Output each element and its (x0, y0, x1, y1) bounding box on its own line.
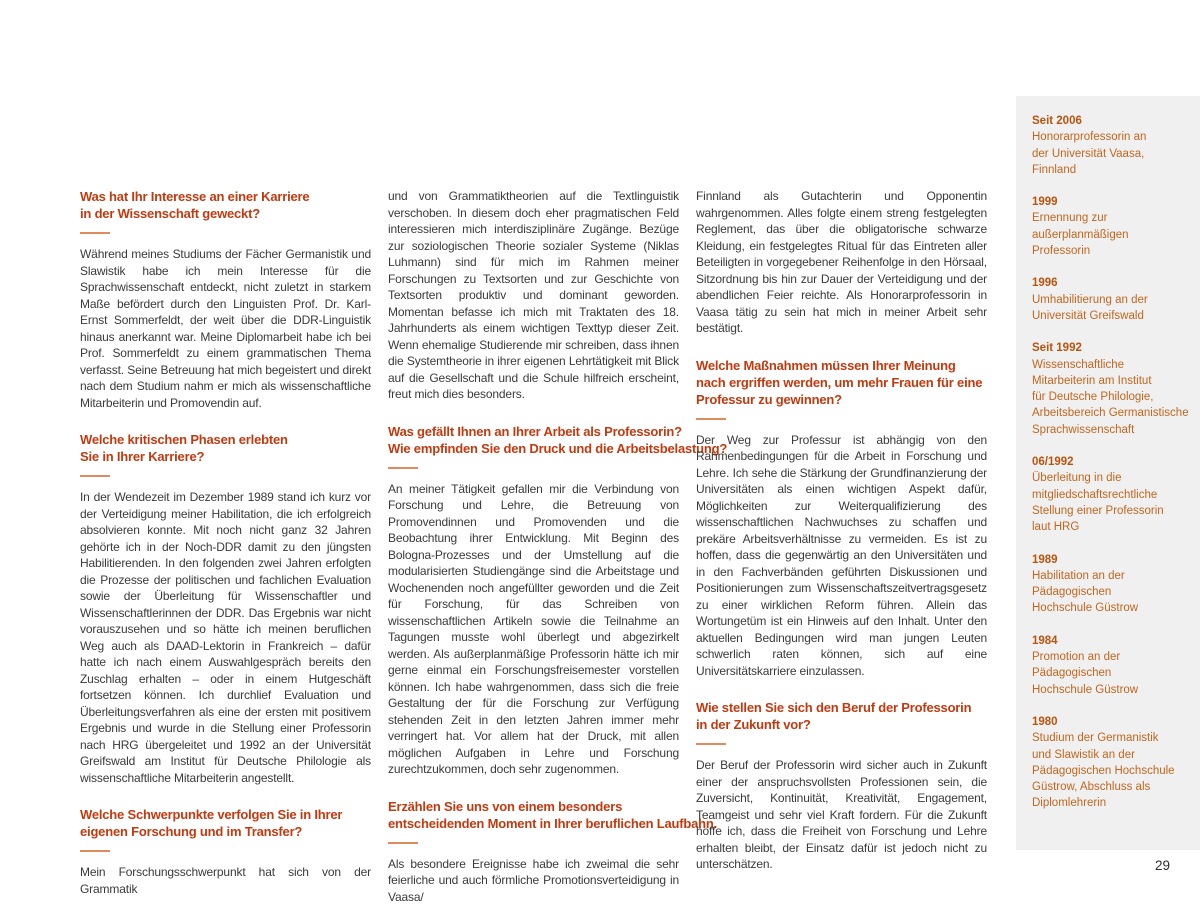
timeline-year: 1984 (1032, 633, 1192, 649)
timeline-text-line: außerplanmäßigen (1032, 227, 1192, 243)
timeline-year: Seit 1992 (1032, 340, 1192, 356)
question-line: Was gefällt Ihnen an Ihrer Arbeit als Professorin? (388, 423, 679, 440)
timeline-entry (1032, 454, 1192, 535)
question-line: eigenen Forschung und im Transfer? (80, 823, 371, 840)
interview-question (80, 806, 371, 840)
interview-question (696, 357, 987, 408)
question-line: nach ergriffen werden, um mehr Frauen für eine (696, 374, 987, 391)
answer-paragraph: Der Weg zur Professur ist abhängig von den Rahmenbedingungen für die Arbeit in Forschung und Lehre. Ich sehe die Stärkung der Grundfinanzierung der Universitäten als einen wichtigen Aspekt dafür, Möglichkeiten zur Weiterqualifizierung des wissenschaftlichen Nachwuchses zu schaffen und prekäre Arbeitsverhältnisse zu vermeiden. Es ist zu hoffen, dass die gegenwärtig an den Universitäten und in den Fachverbänden geführten Diskussionen und Positionierungen zum Wissenschaftszeitvertragsgesetz zu einer wirklichen Reform führen. Allein das Wortungetüm ist ein Hinweis auf den Inhalt. Unter den aktuellen Bedingungen wird man jungen Leuten schwerlich raten können, sich auf eine Universitätskarriere einzulassen. (696, 432, 987, 680)
timeline-entry (1032, 275, 1192, 324)
timeline-year: 1999 (1032, 194, 1192, 210)
answer-paragraph: In der Wendezeit im Dezember 1989 stand ich kurz vor der Verteidigung meiner Habilitation, die ich erfolgreich absolvieren konnte. Mit noch nicht ganz 32 Jahren gehörte ich in der Noch-DDR damit zu den jüngsten Habilitierenden. In den folgenden zwei Jahren erfolgten die Prozesse der politischen und fachlichen Evaluation sowie der Überleitung für Wissenschaftler und Wissenschaftlerinnen der DDR. Das Ergebnis war nicht vorauszusehen und so hätte ich meinen beruflichen Weg auch als DAAD-Lektorin in Frankreich – dafür hatte ich nach einem Auswahlgespräch bereits den Zuschlag erhalten – oder in einem Hutgeschäft fortsetzen können. Ich durchlief Evaluation und Überleitungsverfahren als eine der ersten mit positivem Ergebnis und wurde in die Stellung einer Professorin nach HRG übergeleitet und 1992 an der Universität Greifswald am Institut für Deutsche Philologie als wissenschaftliche Mitarbeiterin angestellt. (80, 489, 371, 786)
question-divider (388, 467, 418, 469)
timeline-text-line: Sprachwissenschaft (1032, 422, 1192, 438)
question-line: Welche Schwerpunkte verfolgen Sie in Ihrer (80, 806, 371, 823)
timeline-text-line: Hochschule Güstrow (1032, 682, 1192, 698)
timeline-entry (1032, 552, 1192, 617)
question-divider (388, 842, 418, 844)
page-number: 29 (1136, 858, 1170, 873)
interview-question (80, 188, 371, 222)
timeline-text-line: für Deutsche Philologie, (1032, 389, 1192, 405)
question-line: Welche Maßnahmen müssen Ihrer Meinung (696, 357, 987, 374)
timeline-year: 1989 (1032, 552, 1192, 568)
timeline-entry (1032, 340, 1192, 438)
answer-paragraph: Der Beruf der Professorin wird sicher auch in Zukunft einer der anspruchsvollsten Professionen sein, die Zuversicht, Kontinuität, Kreativität, Engagement, Teamgeist und sehr viel Kraft fordern. Für die Zukunft hoffe ich, dass die Freiheit von Forschung und Lehre erhalten bleibt, der Einsatz dafür ist jedoch nicht zu unterschätzen. (696, 757, 987, 873)
question-divider (80, 475, 110, 477)
answer-paragraph: Als besondere Ereignisse habe ich zweimal die sehr feierliche und auch förmliche Promotionsverteidigung in Vaasa/ (388, 856, 679, 905)
question-divider (80, 232, 110, 234)
timeline-text-line: Universität Greifswald (1032, 308, 1192, 324)
timeline-text-line: Hochschule Güstrow (1032, 600, 1192, 616)
timeline-text-line: Umhabilitierung an der (1032, 292, 1192, 308)
timeline-text-line: Arbeitsbereich Germanistische (1032, 405, 1192, 421)
text-column-3 (696, 188, 987, 873)
timeline-text-line: Güstrow, Abschluss als (1032, 779, 1192, 795)
cv-timeline-sidebar (1016, 96, 1200, 850)
question-line: in der Wissenschaft geweckt? (80, 205, 371, 222)
timeline-year: 1996 (1032, 275, 1192, 291)
question-line: Erzählen Sie uns von einem besonders (388, 798, 679, 815)
text-column-1 (80, 188, 371, 897)
question-line: Wie stellen Sie sich den Beruf der Professorin (696, 699, 987, 716)
timeline-text-line: Honorarprofessorin an (1032, 129, 1192, 145)
question-line: in der Zukunft vor? (696, 716, 987, 733)
timeline-text-line: Mitarbeiterin am Institut (1032, 373, 1192, 389)
timeline-year: Seit 2006 (1032, 113, 1192, 129)
timeline-text-line: Überleitung in die (1032, 470, 1192, 486)
timeline-text-line: Professorin (1032, 243, 1192, 259)
answer-paragraph: Während meines Studiums der Fächer Germanistik und Slawistik habe ich mein Interesse für die Sprachwissenschaft entdeckt, nicht zuletzt in starkem Maße befördert durch den Linguisten Prof. Dr. Karl-Ernst Sommerfeldt, der weit über die DDR-Linguistik hinaus anerkannt war. Meine Diplomarbeit habe ich bei Prof. Sommerfeldt zu einem grammatischen Thema verfasst. Seine Betreuung hat mich begeistert und direkt nach dem Studium nahm er mich als wissenschaftliche Mitarbeiterin und Promovendin auf. (80, 246, 371, 411)
timeline-text-line: Promotion an der (1032, 649, 1192, 665)
timeline-text-line: Finnland (1032, 162, 1192, 178)
answer-paragraph: und von Grammatiktheorien auf die Textlinguistik verschoben. In diesem doch eher pragmatischen Feld interessieren mich interdisziplinäre Zugänge. Bezüge zur soziologischen Theorie sozialer Systeme (Niklas Luhmann) sind für mich im Rahmen meiner Forschungen zu Textsorten und zur Geschichte von Textsorten produktiv und dominant geworden. Momentan befasse ich mich mit Traktaten des 18. Jahrhunderts als einem wichtigen Texttyp dieser Zeit. Wenn ehemalige Studierende mir schreiben, dass ihnen die Systemtheorie in ihrer eigenen Lehrtätigkeit mit Blick auf die Gesellschaft und die Schule hilfreich erscheint, freut mich dies besonders. (388, 188, 679, 403)
question-line: Professur zu gewinnen? (696, 391, 987, 408)
interview-question (80, 431, 371, 465)
answer-paragraph: Mein Forschungsschwerpunkt hat sich von der Grammatik (80, 864, 371, 897)
timeline-text-line: mitgliedschaftsrechtliche (1032, 487, 1192, 503)
answer-paragraph: An meiner Tätigkeit gefallen mir die Verbindung von Forschung und Lehre, die Betreuung von Promovendinnen und Promovenden und die Beobachtung ihrer Entwicklung. Mit Beginn des Bologna-Prozesses und der Umstellung auf die modularisierten Studiengänge sind die Arbeitstage und Wochenenden noch angefüllter geworden und die Zeit für Forschung, für das Schreiben von wissenschaftlichen Artikeln sowie die Teilnahme an Tagungen musste wohl überlegt und abgezirkelt werden. Als außerplanmäßige Professorin hätte ich mir gerne einmal ein Forschungsfreisemester vorstellen können. Ich habe wahrgenommen, dass sich die freie Gestaltung der für die Forschung zur Verfügung stehenden Zeit in den letzten Jahren immer mehr verringert hat. Vor allem hat der Druck, mit allen möglichen Aufgaben in Lehre und Forschung zurechtzukommen, doch sehr zugenommen. (388, 481, 679, 778)
timeline-text-line: Habilitation an der (1032, 568, 1192, 584)
timeline-entry (1032, 714, 1192, 812)
timeline-text-line: Ernennung zur (1032, 210, 1192, 226)
timeline-text-line: und Slawistik an der (1032, 747, 1192, 763)
timeline-text-line: Pädagogischen Hochschule (1032, 763, 1192, 779)
timeline-text-line: Stellung einer Professorin (1032, 503, 1192, 519)
interview-question (388, 798, 679, 832)
timeline-text-line: der Universität Vaasa, (1032, 146, 1192, 162)
question-line: Wie empfinden Sie den Druck und die Arbeitsbelastung? (388, 440, 679, 457)
timeline-year: 06/1992 (1032, 454, 1192, 470)
interview-question (388, 423, 679, 457)
timeline-text-line: Wissenschaftliche (1032, 357, 1192, 373)
question-divider (80, 850, 110, 852)
timeline-text-line: Studium der Germanistik (1032, 730, 1192, 746)
timeline-text-line: Pädagogischen (1032, 584, 1192, 600)
question-line: entscheidenden Moment in Ihrer beruflichen Laufbahn. (388, 815, 679, 832)
timeline-entry (1032, 194, 1192, 259)
question-line: Sie in Ihrer Karriere? (80, 448, 371, 465)
timeline-year: 1980 (1032, 714, 1192, 730)
timeline-text-line: Pädagogischen (1032, 665, 1192, 681)
timeline-entry (1032, 113, 1192, 178)
text-column-2 (388, 188, 679, 905)
question-divider (696, 743, 726, 745)
answer-paragraph: Finnland als Gutachterin und Opponentin wahrgenommen. Alles folgte einem streng festgelegten Reglement, das über die obligatorische schwarze Kleidung, ein festgelegtes Ritual für das Eintreten aller Beteiligten in vorgegebener Reihenfolge in den Hörsaal, Sitzordnung bis hin zur Dauer der Verteidigung und der abendlichen Feier reichte. Als Honorarprofessorin in Vaasa tätig zu sein hat mich in meiner Arbeit sehr bestätigt. (696, 188, 987, 337)
question-divider (696, 418, 726, 420)
question-line: Was hat Ihr Interesse an einer Karriere (80, 188, 371, 205)
timeline-text-line: Diplomlehrerin (1032, 795, 1192, 811)
timeline-entry (1032, 633, 1192, 698)
timeline-text-line: laut HRG (1032, 519, 1192, 535)
interview-question (696, 699, 987, 733)
question-line: Welche kritischen Phasen erlebten (80, 431, 371, 448)
